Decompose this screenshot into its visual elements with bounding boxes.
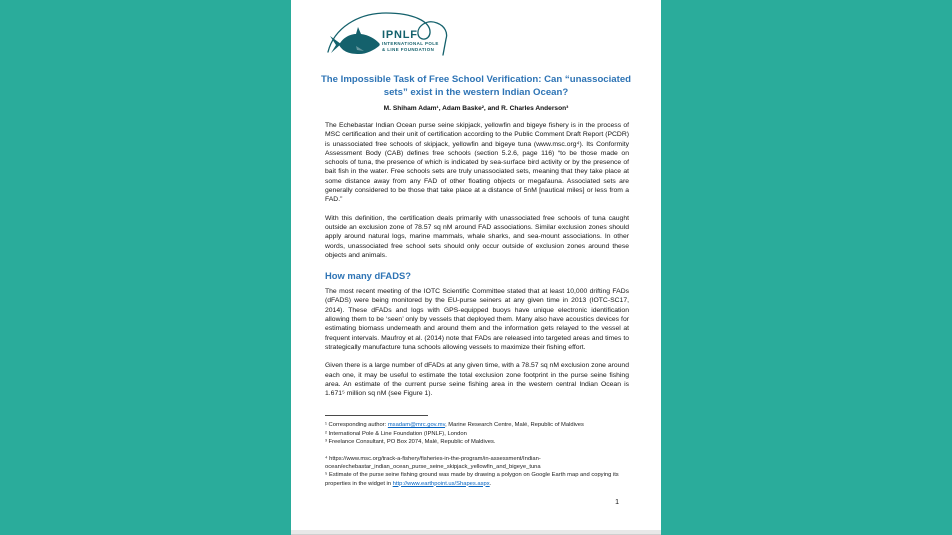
footnote-5: [325, 471, 629, 487]
footnote-2: ² International Pole & Line Foundation (IPNLF), London: [325, 430, 467, 437]
section-heading: How many dFADS?: [325, 270, 411, 282]
footnote-separator: [325, 415, 428, 416]
footnote-gap: [325, 446, 629, 455]
logo-org-line1: INTERNATIONAL POLE: [382, 41, 439, 46]
paragraph-2: With this definition, the certification deals primarily with unassociated free schools of tuna caught outside an exclusion zone of 78.57 sq nM around FAD associations. Similar exclusion zones should apply around natural logs, marine mammals, whale sharks, and sea-mount associations. In other words, unassociated free school sets should only occur outside of exclusion zones around these objects and animals.: [325, 214, 629, 259]
logo-acronym: IPNLF: [382, 29, 418, 41]
paragraph-3: The most recent meeting of the IOTC Scientific Committee stated that at least 10,000 drifting FADs (dFADS) were being monitored by the EU-purse seiners at any given time in 2013 (IOTC-SC17, 2014). These dFADs and logs with GPS-equipped buoys have unique electronic identification allowing them to be ‘seen’ only by vessels that deployed them. Many also have acoustics devices for estimating biomass underneath and around them and the information gets relayed to the vessel at frequent intervals. Maufroy et al. (2014) note that FADs are released into targeted areas and times to strategically manufacture tuna schools allowing vessels to maximize their fishing effort.: [325, 288, 629, 351]
paragraph-4: Given there is a large number of dFADs at any given time, with a 78.57 sq nM exclusion zone around each one, it may be useful to estimate the total exclusion zone footprint in the purse seine fishing area. An estimate of the current purse seine fishing area in the western central Indian Ocean is 1.671⁵ million sq nM (see Figure 1).: [325, 362, 629, 398]
paragraph-1: The Echebastar Indian Ocean purse seine skipjack, yellowfin and bigeye fishery is in the process of MSC certification and their unit of certification according to the Public Comment Draft Report (PCDR) is unassociated free schools of skipjack, yellowfin and bigeye tuna (www.msc.org⁴). Its Conformity Assessment Body (CAB) defines free schools (section 5.2.6, page 116) “to be those made on schools of tuna, the presence of which is indicated by sea-surface bird activity or by the presence of bait fish in the water. Free schools sets are truly unassociated sets, meaning that they take place at some distance away from any FAD of other floating objects or megafauna. Associated sets are generally considered to be those that take place at a distance of 5nM [nautical miles] or less from a FAD.”: [325, 122, 629, 204]
footnote-1-text: ¹ Corresponding author:: [325, 422, 388, 429]
footnote-1-text-suffix: , Marine Research Centre, Malé, Republic of Maldives: [445, 422, 584, 429]
footnote-1: [325, 421, 629, 429]
paper-body: [325, 121, 629, 488]
paper-title: The Impossible Task of Free School Verification: Can “unassociated sets” exist in the western Indian Ocean?: [320, 74, 632, 98]
page-number: 1: [615, 499, 619, 506]
authors-line: M. Shiham Adam¹, Adam Baske², and R. Charles Anderson³: [383, 105, 569, 112]
earthpoint-link[interactable]: http://www.earthpoint.us/Shapes.aspx: [392, 480, 490, 487]
ipnlf-logo: [326, 8, 466, 64]
footnote-5-text: ⁵ Estimate of the purse seine fishing ground was made by drawing a polygon on Google Earth map and copying its properties in the widget in: [325, 472, 619, 487]
logo-org-line2: & LINE FOUNDATION: [382, 46, 435, 52]
document-page: [291, 0, 661, 530]
page-bottom-edge: [291, 530, 661, 535]
footnote-5-text-suffix: .: [489, 480, 492, 487]
footnote-3: ³ Freelance Consultant, PO Box 2074, Malé, Republic of Maldives.: [325, 438, 496, 445]
logo-wordmark: [382, 29, 439, 52]
footnote-4: ⁴ https://www.msc.org/track-a-fishery/fisheries-in-the-program/in-assessment/Indian-ocean/echebastar_indian_ocean_purse_seine_skipjack_yellowfin_and_bigeye_tuna: [325, 456, 541, 471]
email-link[interactable]: msadam@mrc.gov.mv: [387, 422, 446, 429]
